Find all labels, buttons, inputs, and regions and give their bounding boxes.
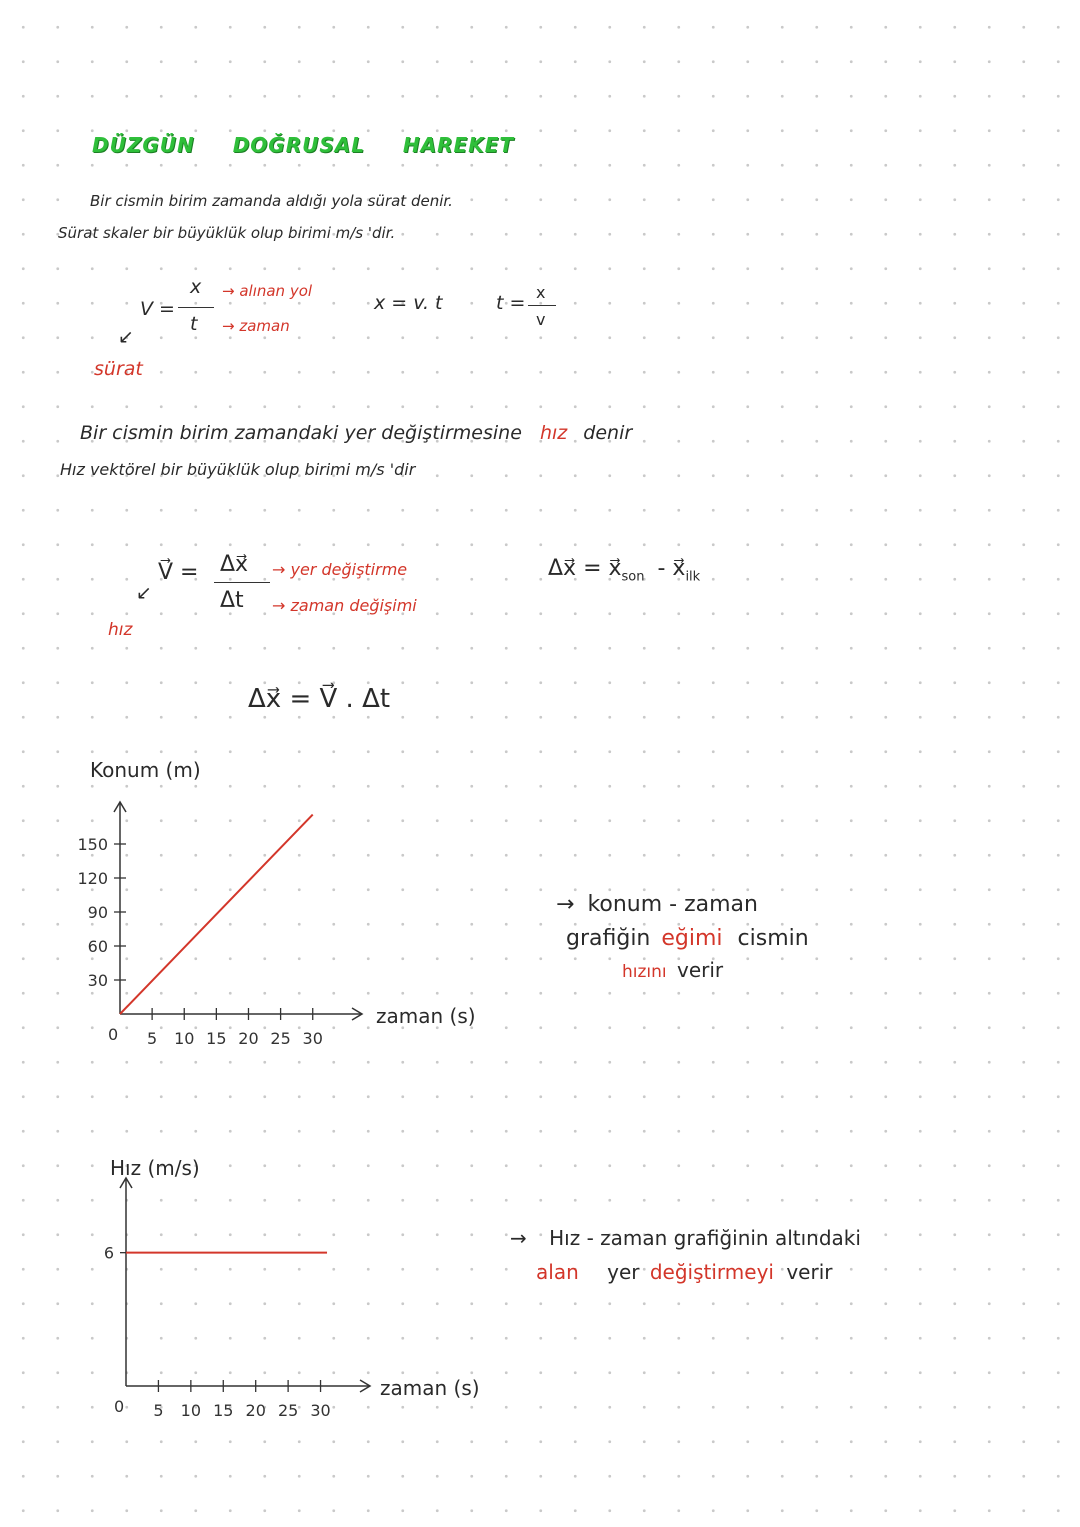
- note2-line-1: [510, 1226, 861, 1250]
- hiz-definition-line-2: Hız vektörel bir büyüklük olup birimi m/s 'dir: [60, 460, 416, 479]
- graph2-x-tick-label: 20: [245, 1401, 266, 1420]
- hiz-denominator-note: → zaman değişimi: [272, 596, 417, 615]
- graph2-x-tick-label: 5: [153, 1401, 164, 1420]
- graph1-x-tick-label: 30: [302, 1029, 323, 1048]
- surat-formula-3-numerator: x: [536, 283, 546, 302]
- surat-formula-3-lhs: t =: [496, 292, 526, 314]
- note1-keyword-egim: eğimi: [661, 926, 723, 951]
- note1-text-3b: verir: [677, 958, 724, 982]
- note1-keyword-hiz: hızını: [622, 962, 667, 982]
- surat-label: sürat: [94, 358, 143, 380]
- hiz-formula-lhs: V⃗ =: [158, 560, 199, 585]
- surat-definition-line-1: Bir cismin birim zamanda aldığı yola sürat denir.: [90, 192, 453, 210]
- surat-formula-3-denominator: v: [536, 310, 546, 329]
- note2-text-verir: verir: [786, 1260, 833, 1284]
- title-word-1: DÜZGÜN: [92, 133, 195, 157]
- graph2-xlabel: zaman (s): [380, 1376, 480, 1400]
- surat-arrow-icon: ↙: [118, 326, 134, 348]
- graph1-xlabel: zaman (s): [376, 1004, 476, 1028]
- hiz-formula-denominator: Δt: [220, 588, 244, 613]
- graph1-ylabel: Konum (m): [90, 758, 201, 782]
- surat-definition-line-2: Sürat skaler bir büyüklük olup birimi m/s 'dir.: [58, 224, 396, 242]
- graph1-y-tick-label: 150: [77, 835, 108, 854]
- hiz-arrow-icon: ↙: [136, 582, 152, 604]
- graph1-origin-label: 0: [108, 1025, 119, 1044]
- graph2-y-tick-label: 6: [103, 1243, 114, 1263]
- note2-line-2: [536, 1260, 832, 1284]
- hiz-definition-text-c: denir: [583, 422, 633, 444]
- graph1-x-tick-label: 5: [147, 1029, 158, 1048]
- graph2-origin-label: 0: [114, 1397, 125, 1416]
- surat-numerator-note: → alınan yol: [222, 282, 313, 300]
- graph2-x-tick-label: 30: [310, 1401, 331, 1420]
- graph2-x-tick-label: 25: [277, 1401, 299, 1420]
- hiz-definition-text-a: Bir cismin birim zamandaki yer değiştirmesine: [80, 422, 522, 444]
- hiz-label: hız: [108, 620, 133, 640]
- note2-text-1: Hız - zaman grafiğinin altındaki: [549, 1226, 861, 1250]
- title-word-2: DOĞRUSAL: [232, 133, 365, 157]
- title-word-3: HAREKET: [402, 133, 515, 157]
- note1-text-2a: grafiğin: [566, 926, 651, 951]
- graph2-x-tick-label: 10: [180, 1401, 202, 1420]
- hiz-formula-numerator: Δx⃗: [220, 552, 249, 577]
- surat-formula-denominator: t: [190, 313, 198, 335]
- graph2-ylabel: Hız (m/s): [110, 1156, 200, 1180]
- displacement-formula: Δx⃗ = V⃗ . Δt: [248, 684, 391, 714]
- graph1-x-tick-label: 20: [238, 1029, 259, 1048]
- note1-text-1: konum - zaman: [587, 892, 758, 917]
- delta-x-ilk: ilk: [685, 569, 701, 585]
- note2-arrow-icon: →: [510, 1226, 527, 1250]
- delta-x-lhs: Δx⃗ = x⃗: [548, 556, 622, 581]
- graph2-x-tick-label: 15: [213, 1401, 234, 1420]
- note1-arrow-icon: →: [556, 892, 575, 917]
- graph1-y-tick-label: 30: [87, 971, 108, 990]
- graph1-x-tick-label: 10: [174, 1029, 195, 1048]
- graph1-x-tick-label: 15: [206, 1029, 227, 1048]
- hiz-definition-keyword: hız: [539, 422, 568, 444]
- graph1-x-tick-label: 25: [270, 1029, 291, 1048]
- graph1-y-tick-label: 90: [87, 903, 108, 922]
- delta-x-son: son: [621, 569, 645, 585]
- surat-formula-lhs: V =: [140, 298, 175, 320]
- note1-text-2c: cismin: [737, 926, 809, 951]
- note2-keyword-degistirme: değiştirmeyi: [649, 1260, 774, 1284]
- graph1-y-tick-label: 120: [77, 869, 108, 888]
- hiz-numerator-note: → yer değiştirme: [272, 560, 408, 579]
- graph1-y-tick-label: 60: [87, 937, 108, 956]
- note2-text-yer: yer: [607, 1260, 640, 1284]
- note2-keyword-alan: alan: [536, 1260, 579, 1284]
- delta-x-minus: - x⃗: [657, 556, 686, 581]
- surat-formula-numerator: x: [190, 276, 202, 298]
- surat-denominator-note: → zaman: [222, 317, 290, 335]
- surat-formula-2: x = v. t: [374, 292, 443, 314]
